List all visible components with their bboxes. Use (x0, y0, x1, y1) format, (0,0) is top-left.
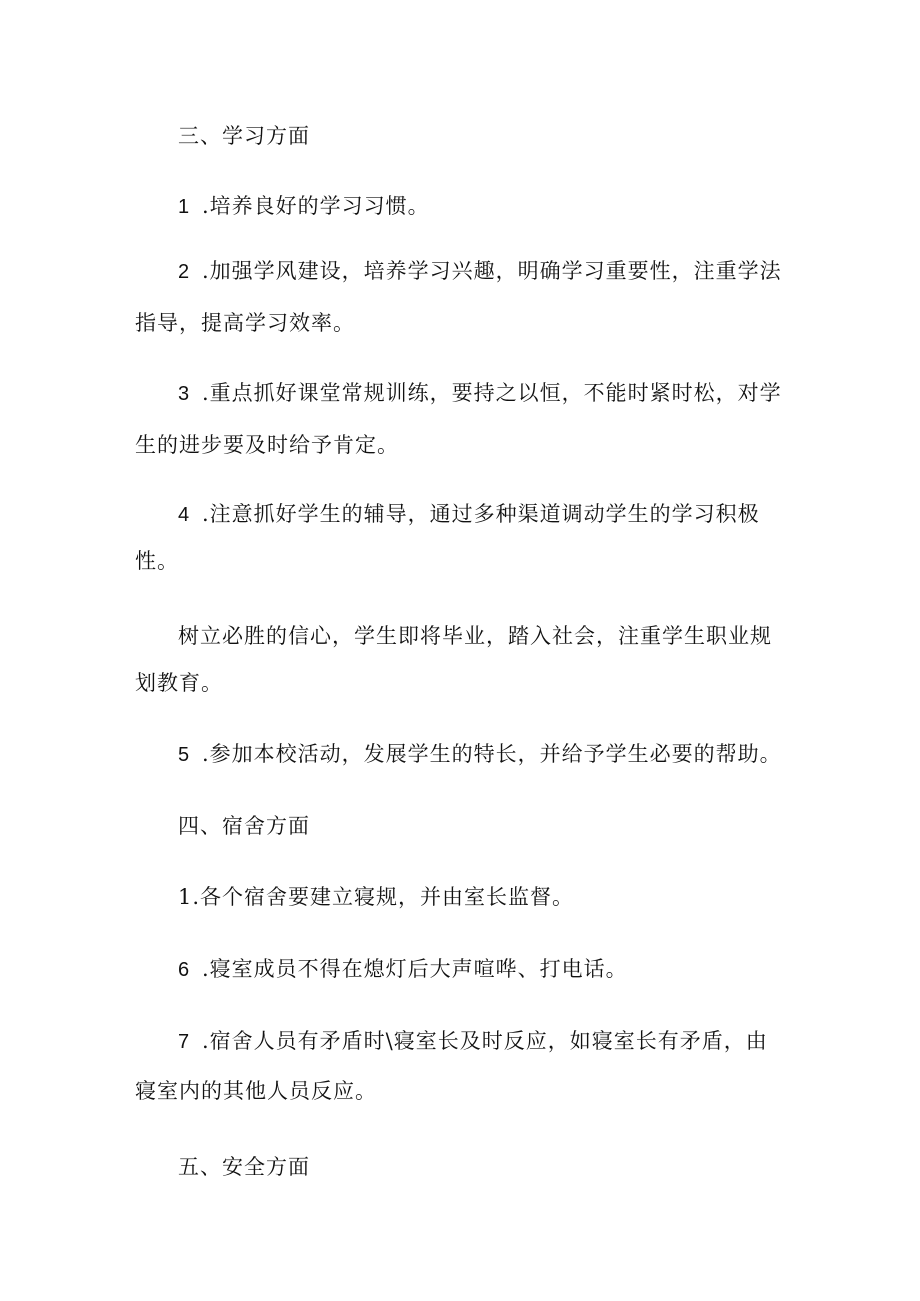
list-item-3-line-2 (135, 419, 795, 471)
item-text: 寝室内的其他人员反应。 (135, 1079, 377, 1103)
item-number: 2 (178, 261, 191, 283)
paragraph-text: 划教育。 (135, 671, 223, 695)
item-text: 指导，提高学习效率。 (135, 311, 355, 335)
item-text: .宿舍人员有矛盾时\寝室长及时反应，如寝室长有矛盾，由 (202, 1029, 768, 1053)
item-number: 1 (178, 196, 191, 218)
item-text: 性。 (135, 549, 179, 573)
list-item-3-line-1 (178, 367, 838, 420)
paragraph-text: 树立必胜的信心，学生即将毕业，踏入社会，注重学生职业规 (178, 624, 772, 648)
dorm-item-1 (178, 871, 838, 923)
item-text: .加强学风建设，培养学习兴趣，明确学习重要性，注重学法 (202, 259, 782, 283)
list-item-4-line-2 (135, 535, 795, 587)
item-number: 4 (178, 504, 191, 526)
section-heading-dorm (178, 800, 838, 852)
item-number: 6 (178, 959, 191, 981)
section-heading-safety (178, 1141, 838, 1193)
item-text: 1.各个宿舍要建立寝规，并由室长监督。 (178, 885, 575, 909)
list-item-2-line-1 (178, 245, 838, 298)
item-number: 3 (178, 383, 191, 405)
heading-text: 四、宿舍方面 (178, 814, 310, 838)
item-number: 5 (178, 744, 191, 766)
item-text: .重点抓好课堂常规训练，要持之以恒，不能时紧时松，对学 (202, 381, 782, 405)
section-heading-study (178, 110, 838, 162)
list-item-5 (178, 728, 838, 781)
item-text: .寝室成员不得在熄灯后大声喧哗、打电话。 (202, 957, 628, 981)
paragraph-line-2 (135, 657, 795, 709)
list-item-7-line-2 (135, 1065, 795, 1117)
heading-text: 五、安全方面 (178, 1155, 310, 1179)
item-text: 生的进步要及时给予肯定。 (135, 433, 399, 457)
list-item-4-line-1 (178, 488, 838, 541)
item-text: .注意抓好学生的辅导，通过多种渠道调动学生的学习积极 (202, 502, 760, 526)
list-item-1 (178, 180, 838, 233)
heading-text: 三、学习方面 (178, 124, 310, 148)
list-item-6 (178, 943, 838, 996)
paragraph-line-1 (178, 610, 838, 662)
item-text: .参加本校活动，发展学生的特长，并给予学生必要的帮助。 (202, 742, 782, 766)
item-number: 7 (178, 1031, 191, 1053)
list-item-7-line-1 (178, 1015, 838, 1068)
list-item-2-line-2 (135, 297, 795, 349)
item-text: .培养良好的学习习惯。 (202, 194, 430, 218)
